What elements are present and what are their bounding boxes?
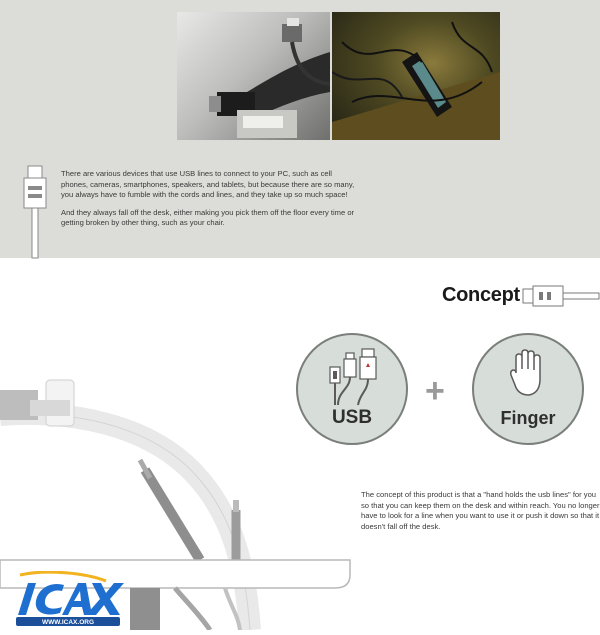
intro-paragraph-2: And they always fall off the desk, either making you pick them off the floor every time or getting broken by other thing, such as your chair. (61, 207, 355, 228)
plus-sign: + (425, 372, 445, 410)
intro-text (61, 169, 361, 236)
usb-connectors-photo (177, 12, 330, 140)
finger-concept-circle (472, 333, 584, 445)
concept-title: Concept (442, 284, 520, 306)
finger-label: Finger (500, 408, 556, 428)
phone-cables-photo (332, 12, 500, 140)
hand-icon (508, 349, 550, 399)
usb-label: USB (331, 407, 373, 428)
intro-paragraph-1: There are various devices that use USB lines to connect to your PC, such as cell phones, cameras, smartphones, speakers, and tablets, but because there are so many, you always have to fumble with the cords and lines, and they take up so much space! (61, 169, 355, 200)
concept-description: The concept of this product is that a "hand holds the usb lines" for you so that you can keep them on the desk and within reach. You no longer have to look for a line when you want to use it or push it down so that it doesn't fall off the desk. (361, 490, 600, 531)
usb-plug-icon (22, 164, 50, 265)
icax-logo (6, 571, 128, 632)
logo-url-text: WWW.ICAX.ORG (42, 619, 94, 626)
usb-cable-icon (522, 283, 600, 316)
